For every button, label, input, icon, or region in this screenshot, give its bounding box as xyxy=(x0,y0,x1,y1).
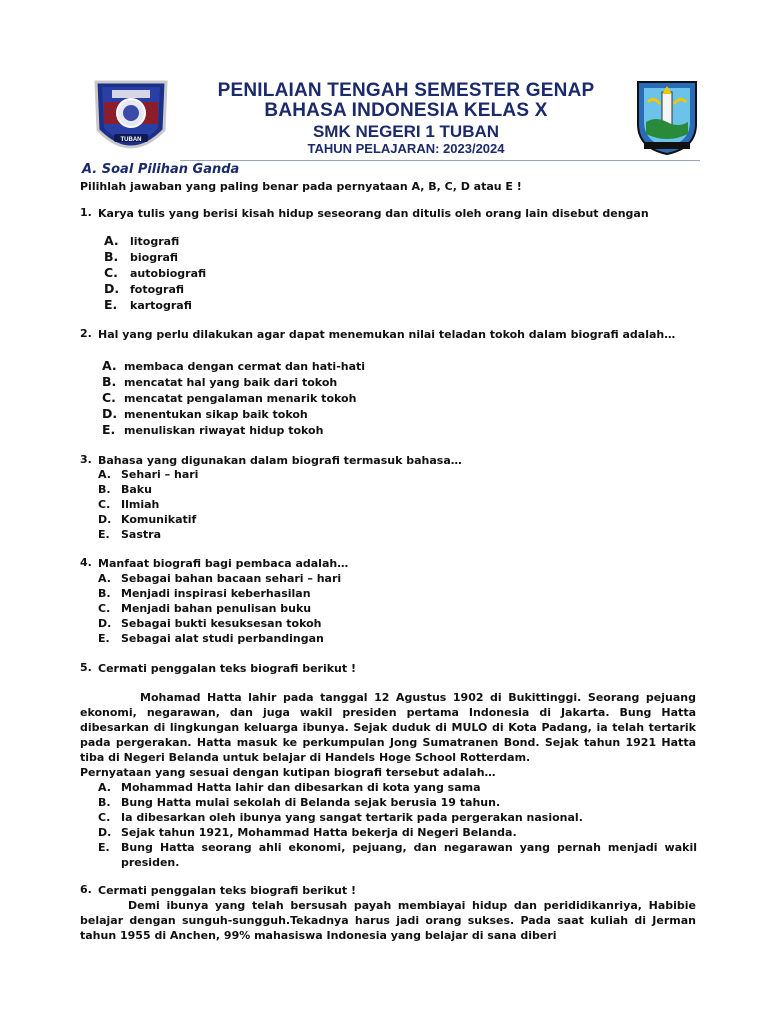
q2-option-d-letter: D. xyxy=(102,406,118,421)
q5-option-a-letter: A. xyxy=(98,781,111,794)
q4-option-a-text: Sebagai bahan bacaan sehari – hari xyxy=(121,572,342,585)
exam-title: PENILAIAN TENGAH SEMESTER GENAP xyxy=(217,80,595,101)
q2-option-a-text: membaca dengan cermat dan hati-hati xyxy=(124,360,366,373)
q1-option-c-text: autobiografi xyxy=(130,267,207,280)
q4-option-d-letter: D. xyxy=(98,617,112,630)
q1-option-e-letter: E. xyxy=(104,297,118,312)
question-2-text: Hal yang perlu dilakukan agar dapat menemukan nilai teladan tokoh dalam biografi adalah… xyxy=(98,328,676,341)
q3-option-c-letter: C. xyxy=(98,498,111,511)
q3-option-d-letter: D. xyxy=(98,513,112,526)
q5-option-d-text: Sejak tahun 1921, Mohammad Hatta bekerja di Negeri Belanda. xyxy=(121,826,517,839)
q1-option-b-letter: B. xyxy=(104,249,119,264)
header-divider xyxy=(180,160,700,161)
q4-option-a-letter: A. xyxy=(98,572,111,585)
q5-option-d-letter: D. xyxy=(98,826,112,839)
q4-option-c-letter: C. xyxy=(98,602,111,615)
question-1-number: 1. xyxy=(80,206,92,219)
q4-option-e-letter: E. xyxy=(98,632,110,645)
q5-option-a-text: Mohammad Hatta lahir dan dibesarkan di kota yang sama xyxy=(121,781,481,794)
q2-option-d-text: menentukan sikap baik tokoh xyxy=(124,408,308,421)
question-4-number: 4. xyxy=(80,556,92,569)
q1-option-d-text: fotografi xyxy=(130,283,185,296)
q3-option-d-text: Komunikatif xyxy=(121,513,197,526)
q5-option-c-letter: C. xyxy=(98,811,111,824)
q4-option-c-text: Menjadi bahan penulisan buku xyxy=(121,602,312,615)
question-3-number: 3. xyxy=(80,453,92,466)
q4-option-d-text: Sebagai bukti kesuksesan tokoh xyxy=(121,617,322,630)
question-2-number: 2. xyxy=(80,327,92,340)
q3-option-e-letter: E. xyxy=(98,528,110,541)
q2-option-e-text: menuliskan riwayat hidup tokoh xyxy=(124,424,324,437)
q5-option-b-text: Bung Hatta mulai sekolah di Belanda sejak berusia 19 tahun. xyxy=(121,796,501,809)
question-6-number: 6. xyxy=(80,883,92,896)
question-1-text: Karya tulis yang berisi kisah hidup seseorang dan ditulis oleh orang lain disebut dengan xyxy=(98,207,649,220)
q3-option-c-text: Ilmiah xyxy=(121,498,160,511)
q3-option-e-text: Sastra xyxy=(121,528,161,541)
q3-option-b-text: Baku xyxy=(121,483,152,496)
instruction-text: Pilihlah jawaban yang paling benar pada pernyataan A, B, C, D atau E ! xyxy=(80,180,522,193)
section-title: A. Soal Pilihan Ganda xyxy=(82,162,240,177)
subject-title: BAHASA INDONESIA KELAS X xyxy=(264,100,548,121)
question-5-text: Cermati penggalan teks biografi berikut ! xyxy=(98,662,356,675)
q5-option-e-text: Bung Hatta seorang ahli ekonomi, pejuang, dan negarawan yang pernah menjadi wakil presiden. xyxy=(121,841,697,869)
q1-option-a-text: litografi xyxy=(130,235,180,248)
q5-option-c-text: Ia dibesarkan oleh ibunya yang sangat tertarik pada pergerakan nasional. xyxy=(121,811,583,824)
q1-option-b-text: biografi xyxy=(130,251,179,264)
q2-option-b-text: mencatat hal yang baik dari tokoh xyxy=(124,376,338,389)
q2-option-c-text: mencatat pengalaman menarik tokoh xyxy=(124,392,357,405)
school-shield-logo-icon xyxy=(90,72,172,164)
academic-year: TAHUN PELAJARAN: 2023/2024 xyxy=(307,141,505,156)
question-6-text: Cermati penggalan teks biografi berikut ! xyxy=(98,884,356,897)
q1-option-e-text: kartografi xyxy=(130,299,192,312)
q1-option-d-letter: D. xyxy=(104,281,120,296)
q4-option-b-text: Menjadi inspirasi keberhasilan xyxy=(121,587,311,600)
q2-option-a-letter: A. xyxy=(102,358,117,373)
q3-option-a-letter: A. xyxy=(98,468,111,481)
q4-option-e-text: Sebagai alat studi perbandingan xyxy=(121,632,324,645)
q5-option-b-letter: B. xyxy=(98,796,111,809)
q2-option-e-letter: E. xyxy=(102,422,116,437)
q5-option-e-letter: E. xyxy=(98,841,110,854)
q3-option-a-text: Sehari – hari xyxy=(121,468,199,481)
q4-option-b-letter: B. xyxy=(98,587,111,600)
question-6-passage: Demi ibunya yang telah bersusah payah membiayai hidup dan perididikanriya, Habibie belajar dengan sunguh-sungguh.Tekadnya harus jadi orang sukses. Pada saat kuliah di Jerman tahun 1955 di Anchen, 99% mahasiswa Indonesia yang belajar di sana diberi xyxy=(80,899,696,942)
question-5-passage: Mohamad Hatta lahir pada tanggal 12 Agustus 1902 di Bukittinggi. Seorang pejuang ekonomi, negarawan, dan juga wakil presiden pertama Indonesia di Jakarta. Bung Hatta dibesarkan di lingkungan keluarga ibunya. Sejak duduk di MULO di Kota Padang, ia telah tertarik pada pergerakan. Hatta masuk ke perkumpulan Jong Sumatranen Bond. Sejak tahun 1921 Hatta tiba di Negeri Belanda untuk belajar di Handels Hoge School Rotterdam. xyxy=(80,691,696,764)
q2-option-c-letter: C. xyxy=(102,390,116,405)
question-3-text: Bahasa yang digunakan dalam biografi termasuk bahasa… xyxy=(98,454,462,467)
question-4-text: Manfaat biografi bagi pembaca adalah… xyxy=(98,557,349,570)
question-5-prompt: Pernyataan yang sesuai dengan kutipan biografi tersebut adalah… xyxy=(80,766,496,779)
q1-option-a-letter: A. xyxy=(104,233,119,248)
east-java-emblem-icon xyxy=(634,78,700,156)
question-5-number: 5. xyxy=(80,661,92,674)
q3-option-b-letter: B. xyxy=(98,483,111,496)
q1-option-c-letter: C. xyxy=(104,265,118,280)
school-name: SMK NEGERI 1 TUBAN xyxy=(312,122,500,141)
logo-left-text: TUBAN xyxy=(120,137,142,143)
q2-option-b-letter: B. xyxy=(102,374,117,389)
